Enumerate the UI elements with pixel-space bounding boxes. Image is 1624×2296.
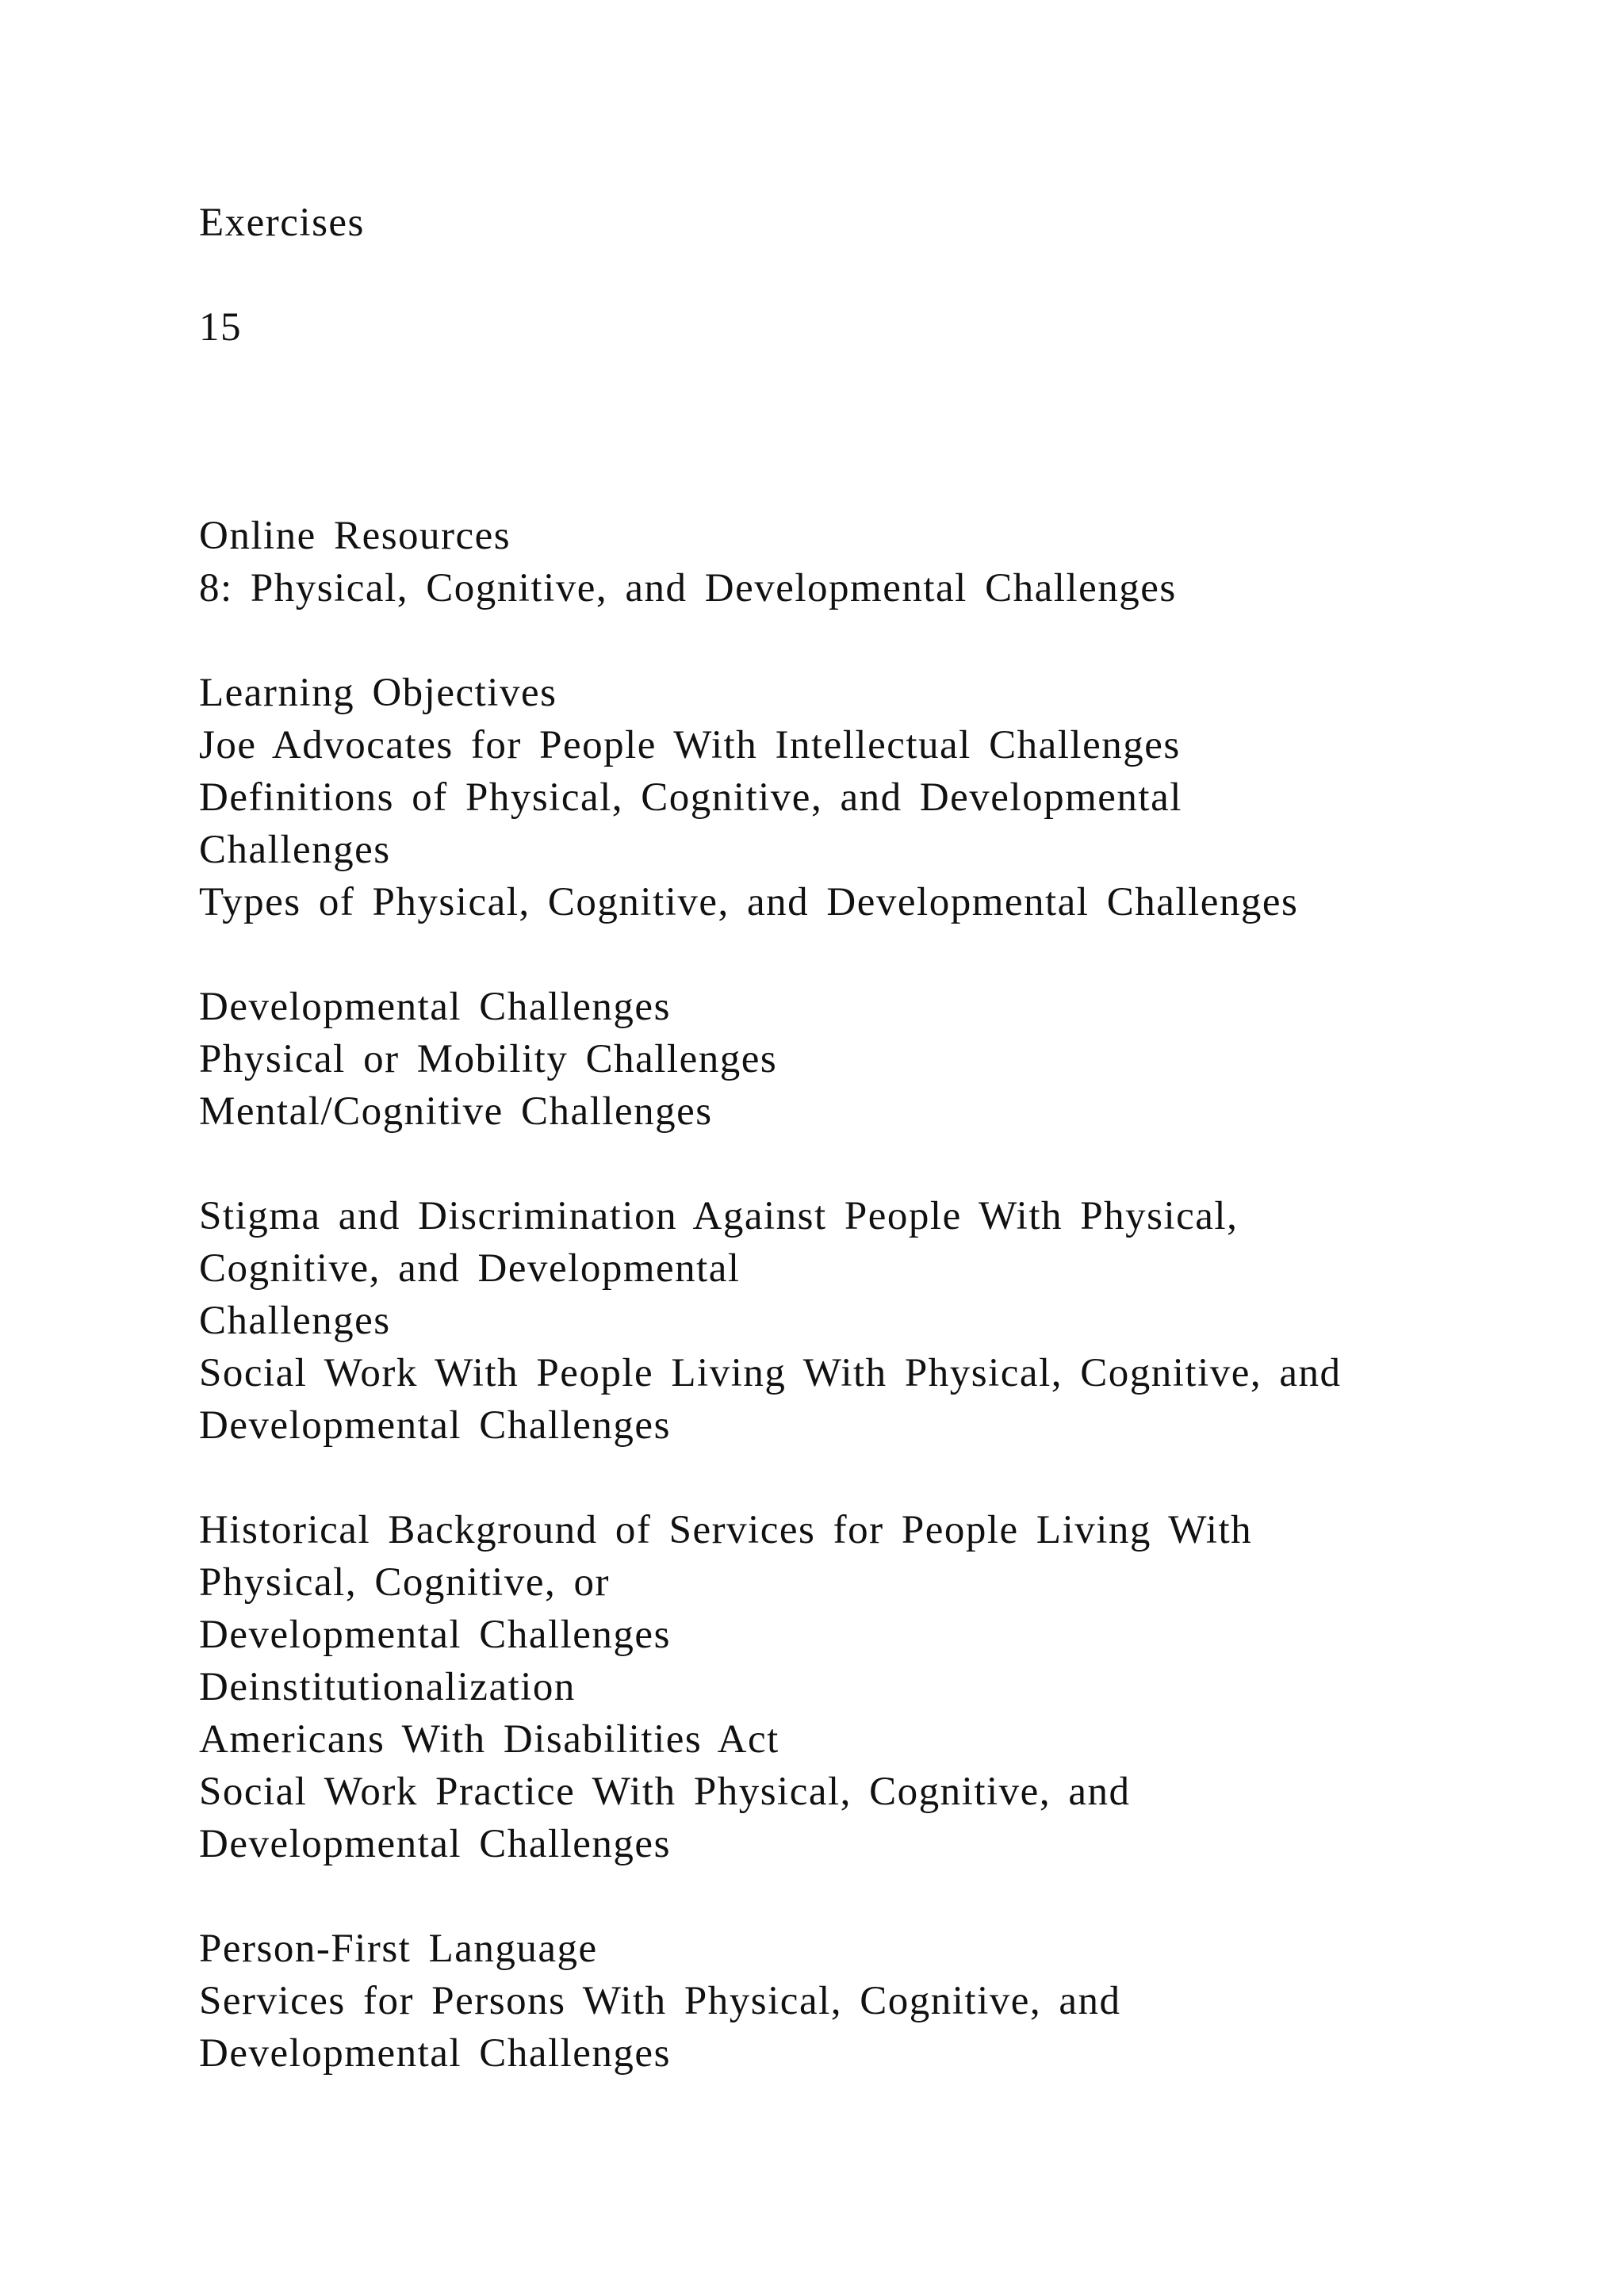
toc-entry: Joe Advocates for People With Intellectual Challenges bbox=[199, 723, 1181, 767]
page-number: 15 bbox=[199, 305, 242, 350]
toc-entry: Challenges bbox=[199, 828, 391, 872]
toc-entry: Definitions of Physical, Cognitive, and Developmental bbox=[199, 775, 1182, 820]
toc-entry: Social Work With People Living With Physical, Cognitive, and bbox=[199, 1351, 1342, 1395]
toc-entry: Person-First Language bbox=[199, 1927, 598, 1971]
toc-entry: Social Work Practice With Physical, Cognitive, and bbox=[199, 1770, 1131, 1814]
toc-entry: Physical or Mobility Challenges bbox=[199, 1037, 778, 1081]
toc-entry: Developmental Challenges bbox=[199, 1403, 671, 1448]
toc-entry: Cognitive, and Developmental bbox=[199, 1246, 741, 1291]
toc-entry: Learning Objectives bbox=[199, 671, 557, 715]
toc-entry: Services for Persons With Physical, Cognitive, and bbox=[199, 1979, 1121, 2023]
heading-exercises: Exercises bbox=[199, 201, 365, 245]
toc-entry: Developmental Challenges bbox=[199, 985, 671, 1029]
toc-entry: Deinstitutionalization bbox=[199, 1665, 576, 1709]
toc-entry: Mental/Cognitive Challenges bbox=[199, 1089, 713, 1134]
toc-entry: Developmental Challenges bbox=[199, 1822, 671, 1866]
toc-entry: Developmental Challenges bbox=[199, 1613, 671, 1657]
toc-entry: Developmental Challenges bbox=[199, 2031, 671, 2076]
toc-entry: Types of Physical, Cognitive, and Developmental Challenges bbox=[199, 880, 1299, 924]
toc-entry: Physical, Cognitive, or bbox=[199, 1560, 610, 1605]
toc-entry: Historical Background of Services for People Living With bbox=[199, 1508, 1253, 1552]
toc-entry: Stigma and Discrimination Against People With Physical, bbox=[199, 1194, 1239, 1238]
heading-online-resources: Online Resources bbox=[199, 514, 511, 558]
toc-entry: Challenges bbox=[199, 1299, 391, 1343]
toc-entry: Americans With Disabilities Act bbox=[199, 1717, 779, 1762]
chapter-title: 8: Physical, Cognitive, and Developmental Challenges bbox=[199, 566, 1177, 610]
